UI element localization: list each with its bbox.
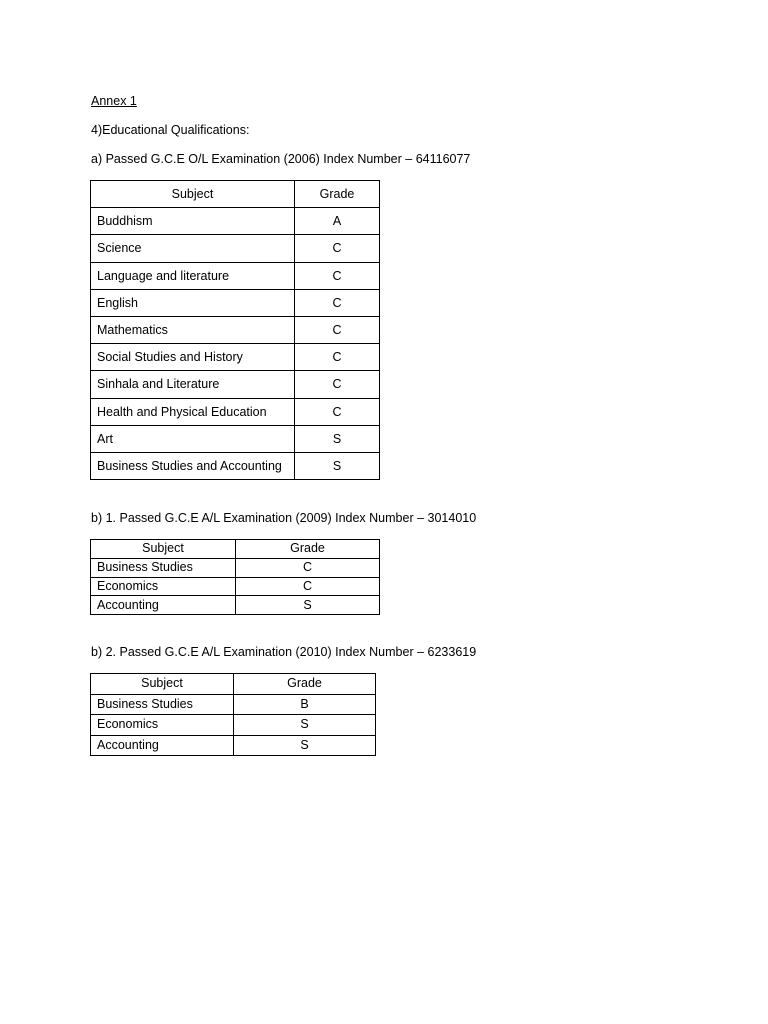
section-title: 4)Educational Qualifications:: [91, 123, 250, 137]
table-row: [91, 235, 380, 262]
table-header-row: [91, 674, 376, 695]
ol-results-table: [90, 180, 380, 480]
annex-label: Annex 1: [91, 94, 137, 108]
grade-cell: C: [295, 316, 380, 343]
subject-column-header: Subject: [91, 674, 234, 695]
table-header-row: [91, 540, 380, 559]
subject-column-header: Subject: [91, 540, 236, 559]
grade-cell: C: [295, 262, 380, 289]
ol-exam-heading: a) Passed G.C.E O/L Examination (2006) Index Number – 64116077: [91, 152, 471, 166]
grade-cell: S: [234, 715, 376, 736]
grade-cell: S: [234, 735, 376, 756]
subject-column-header: Subject: [91, 181, 295, 208]
table-row: [91, 208, 380, 235]
ol-results-body: [91, 208, 380, 480]
subject-cell: Accounting: [91, 735, 234, 756]
table-row: [91, 735, 376, 756]
grade-column-header: Grade: [295, 181, 380, 208]
al-2010-exam-heading: b) 2. Passed G.C.E A/L Examination (2010) Index Number – 6233619: [91, 645, 477, 659]
subject-cell: Business Studies: [91, 694, 234, 715]
grade-cell: B: [234, 694, 376, 715]
subject-cell: Art: [91, 425, 295, 452]
subject-cell: Buddhism: [91, 208, 295, 235]
subject-cell: Business Studies and Accounting: [91, 452, 295, 479]
table-row: [91, 715, 376, 736]
grade-cell: S: [236, 596, 380, 615]
subject-cell: Sinhala and Literature: [91, 371, 295, 398]
subject-cell: Mathematics: [91, 316, 295, 343]
grade-cell: C: [236, 577, 380, 596]
subject-cell: Science: [91, 235, 295, 262]
grade-cell: C: [295, 235, 380, 262]
table-row: [91, 596, 380, 615]
subject-cell: English: [91, 289, 295, 316]
grade-cell: C: [295, 344, 380, 371]
subject-cell: Accounting: [91, 596, 236, 615]
table-row: [91, 371, 380, 398]
al-2010-results-body: [91, 694, 376, 756]
subject-cell: Economics: [91, 715, 234, 736]
grade-cell: C: [295, 398, 380, 425]
table-row: [91, 398, 380, 425]
al-2009-exam-heading: b) 1. Passed G.C.E A/L Examination (2009) Index Number – 3014010: [91, 511, 477, 525]
table-row: [91, 262, 380, 289]
table-row: [91, 289, 380, 316]
grade-column-header: Grade: [236, 540, 380, 559]
grade-cell: A: [295, 208, 380, 235]
table-row: [91, 452, 380, 479]
grade-column-header: Grade: [234, 674, 376, 695]
table-header-row: [91, 181, 380, 208]
subject-cell: Health and Physical Education: [91, 398, 295, 425]
subject-cell: Social Studies and History: [91, 344, 295, 371]
grade-cell: C: [295, 371, 380, 398]
grade-cell: C: [236, 558, 380, 577]
table-row: [91, 577, 380, 596]
table-row: [91, 344, 380, 371]
subject-cell: Economics: [91, 577, 236, 596]
grade-cell: S: [295, 425, 380, 452]
al-2009-results-body: [91, 558, 380, 614]
table-row: [91, 425, 380, 452]
grade-cell: S: [295, 452, 380, 479]
al-2009-results-table: [90, 539, 380, 615]
table-row: [91, 316, 380, 343]
table-row: [91, 558, 380, 577]
subject-cell: Business Studies: [91, 558, 236, 577]
grade-cell: C: [295, 289, 380, 316]
al-2010-results-table: [90, 673, 376, 756]
subject-cell: Language and literature: [91, 262, 295, 289]
table-row: [91, 694, 376, 715]
